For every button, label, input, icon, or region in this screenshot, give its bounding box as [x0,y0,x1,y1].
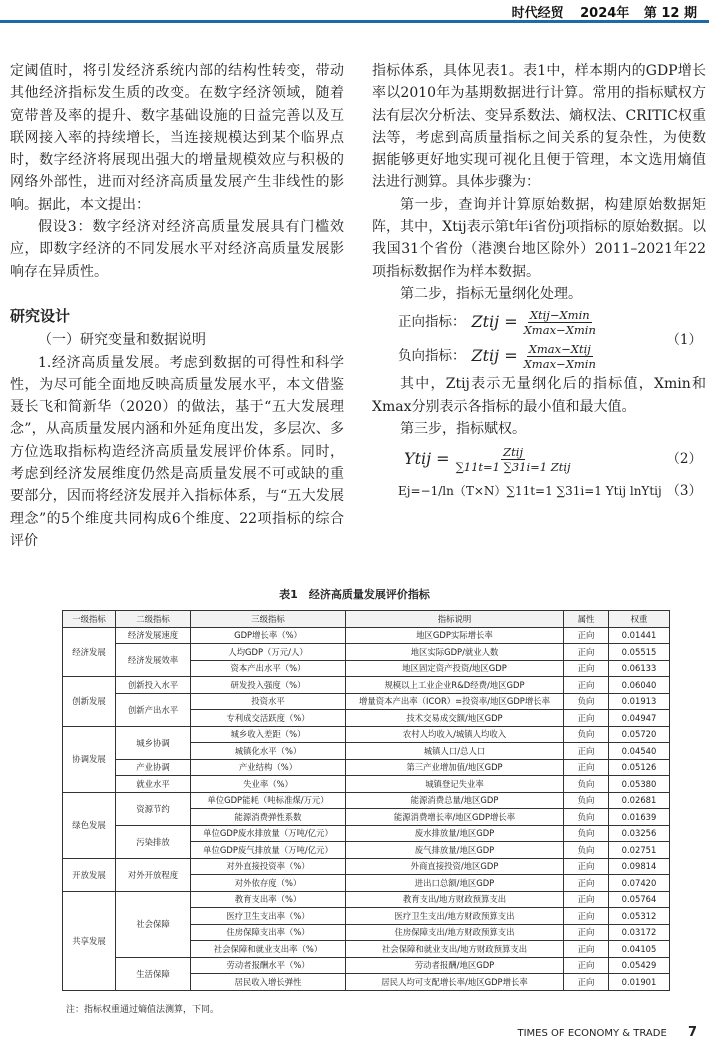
formula-lhs: Ztij = [471,312,518,332]
subsection-heading: （一）研究变量和数据说明 [38,332,206,349]
weight-cell: 0.01901 [609,974,670,991]
weight-cell: 0.09814 [609,858,670,875]
attribute-cell: 负向 [564,809,609,826]
table-row [63,957,670,974]
level3-cell: 对外依存度（%） [191,875,346,892]
weight-cell: 0.06133 [609,660,670,677]
attribute-cell: 正向 [564,875,609,892]
level2-cell: 城乡协调 [116,726,191,759]
issue-number: 第 12 期 [643,6,697,21]
footer [518,1025,698,1040]
table-caption: 表1 经济高质量发展评价指标 [279,588,430,601]
weight-cell: 0.05126 [609,759,670,776]
weight-cell: 0.05515 [609,644,670,661]
description-cell: 教育支出/地方财政预算支出 [346,891,564,908]
paragraph: 指标体系，具体见表1。表1中，样本期内的GDP增长率以2010年为基期数据进行计算。常用的指标赋权方法有层次分析法、变异系数法、熵权法、CRITIC权重法等，考虑到高质量指标之间关系的复杂性，为使数据能够更好地实现可视化且便于管理，本文选用熵值法进行测算。具体步骤为： [372,63,706,191]
weight-cell: 0.07420 [609,875,670,892]
attribute-cell: 负向 [564,726,609,743]
description-cell: 废水排放量/地区GDP [346,825,564,842]
level3-cell: 居民收入增长弹性 [191,974,346,991]
weight-cell: 0.01913 [609,693,670,710]
formula-e [372,478,706,504]
weight-cell: 0.03256 [609,825,670,842]
level3-cell: 资本产出水平（%） [191,660,346,677]
right-column [372,60,706,504]
table-row [63,759,670,776]
level3-cell: 城镇化水平（%） [191,743,346,760]
formula-text: Ej=−1/ln（T×N）∑11t=1 ∑31i=1 Ytij lnYtij [398,484,662,498]
numerator: Xtij−Xmin [529,307,590,322]
weight-cell: 0.04105 [609,941,670,958]
description-cell: 进出口总额/地区GDP [346,875,564,892]
page-number: 7 [687,1025,697,1040]
description-cell: 劳动者报酬/地区GDP [346,957,564,974]
weight-cell: 0.06040 [609,677,670,694]
level1-cell: 绿色发展 [63,792,116,858]
description-cell: 增量资本产出率（ICOR）=投资率/地区GDP增长率 [346,693,564,710]
level3-cell: 能源消费弹性系数 [191,809,346,826]
level2-cell: 产业协调 [116,759,191,776]
attribute-cell: 正向 [564,660,609,677]
formula-positive [372,305,706,339]
description-cell: 能源消费增长率/地区GDP增长率 [346,809,564,826]
weight-cell: 0.05429 [609,957,670,974]
level1-cell: 共享发展 [63,891,116,990]
weight-cell: 0.02681 [609,792,670,809]
level3-cell: 单位GDP能耗（吨标准煤/万元） [191,792,346,809]
attribute-cell: 正向 [564,924,609,941]
table-row [63,726,670,743]
attribute-cell: 正向 [564,644,609,661]
col-header: 指标说明 [346,611,564,628]
level1-cell: 创新发展 [63,677,116,727]
fraction [524,308,596,337]
equation-number: （2） [666,451,702,467]
attribute-cell: 正向 [564,891,609,908]
journal-name: TIMES OF ECONOMY & TRADE [517,1028,667,1039]
table-row [63,792,670,809]
table-note: 注：指标权重通过熵值法测算，下同。 [66,1005,220,1015]
level2-cell: 生活保障 [116,957,191,990]
level1-cell: 协调发展 [63,726,116,792]
col-header: 三级指标 [191,611,346,628]
description-cell: 规模以上工业企业R&D经费/地区GDP [346,677,564,694]
fraction [524,342,596,371]
table-row [63,825,670,842]
description-cell: 外商直接投资/地区GDP [346,858,564,875]
level2-cell: 对外开放程度 [116,858,191,891]
weight-cell: 0.05764 [609,891,670,908]
indicator-table [62,610,670,991]
formula-label: 正向指标： [398,314,466,331]
numerator: Ztij [503,444,524,459]
equation-number: （3） [666,483,702,499]
paragraph: 第三步，指标赋权。 [400,420,526,437]
formula-lhs: Ytij = [404,449,450,468]
formula-negative [372,332,706,373]
description-cell: 医疗卫生支出/地方财政预算支出 [346,908,564,925]
formula-label: 负向指标： [398,348,466,365]
weight-cell: 0.04540 [609,743,670,760]
col-header: 二级指标 [116,611,191,628]
level3-cell: 产业结构（%） [191,759,346,776]
attribute-cell: 负向 [564,693,609,710]
level3-cell: 社会保障和就业支出率（%） [191,941,346,958]
table-row [63,677,670,694]
denominator: Xmax−Xmin [523,356,596,371]
table-row [63,891,670,908]
level3-cell: 人均GDP（万元/人） [191,644,346,661]
level2-cell: 社会保障 [116,891,191,957]
col-header: 属性 [564,611,609,628]
level2-cell: 经济发展速度 [116,627,191,644]
description-cell: 居民人均可支配增长率/地区GDP增长率 [346,974,564,991]
description-cell: 城镇登记失业率 [346,776,564,793]
table-row [63,627,670,644]
attribute-cell: 正向 [564,677,609,694]
attribute-cell: 正向 [564,743,609,760]
level1-cell: 开放发展 [63,858,116,891]
level3-cell: 教育支出率（%） [191,891,346,908]
weight-cell: 0.04947 [609,710,670,727]
table-row [63,693,670,710]
attribute-cell: 正向 [564,957,609,974]
level3-cell: 失业率（%） [191,776,346,793]
level3-cell: 劳动者报酬水平（%） [191,957,346,974]
weight-cell: 0.05720 [609,726,670,743]
table-row [63,776,670,793]
weight-cell: 0.05380 [609,776,670,793]
paragraph: 其中，Ztij表示无量纲化后的指标值，Xmin和Xmax分别表示各指标的最小值和最大值。 [372,376,706,415]
numerator: Xmax−Xtij [528,341,591,356]
magazine-header [512,2,697,21]
col-header: 一级指标 [63,611,116,628]
level3-cell: 城乡收入差距（%） [191,726,346,743]
description-cell: 能源消费总量/地区GDP [346,792,564,809]
description-cell: 第三产业增加值/地区GDP [346,759,564,776]
formula-y [372,440,706,478]
attribute-cell: 负向 [564,842,609,859]
formula-lhs: Ztij = [471,346,518,366]
level1-cell: 经济发展 [63,627,116,677]
left-column [10,60,344,552]
weight-cell: 0.01639 [609,809,670,826]
denominator: ∑11t=1 ∑31i=1 Ztij [455,459,571,474]
level2-cell: 污染排放 [116,825,191,858]
col-header: 权重 [609,611,670,628]
description-cell: 住房保障支出/地方财政预算支出 [346,924,564,941]
level2-cell: 资源节约 [116,792,191,825]
level2-cell: 就业水平 [116,776,191,793]
level3-cell: 住房保障支出率（%） [191,924,346,941]
level2-cell: 创新产出水平 [116,693,191,726]
level3-cell: 投资水平 [191,693,346,710]
level3-cell: 单位GDP废水排放量（万吨/亿元） [191,825,346,842]
level2-cell: 创新投入水平 [116,677,191,694]
attribute-cell: 正向 [564,759,609,776]
description-cell: 地区实际GDP/就业人数 [346,644,564,661]
denominator: Xmax−Xmin [523,322,596,337]
table-row [63,644,670,661]
attribute-cell: 负向 [564,792,609,809]
attribute-cell: 负向 [564,776,609,793]
weight-cell: 0.01441 [609,627,670,644]
weight-cell: 0.02751 [609,842,670,859]
description-cell: 农村人均收入/城镇人均收入 [346,726,564,743]
level3-cell: 专利成交活跃度（%） [191,710,346,727]
description-cell: 地区GDP实际增长率 [346,627,564,644]
attribute-cell: 正向 [564,941,609,958]
description-cell: 废气排放量/地区GDP [346,842,564,859]
table-row [63,858,670,875]
description-cell: 地区固定资产投资/地区GDP [346,660,564,677]
level3-cell: 对外直接投资率（%） [191,858,346,875]
hypothesis-3: 假设3：数字经济对经济高质量发展具有门槛效应，即数字经济的不同发展水平对经济高质量发展影响存在异质性。 [10,219,344,280]
level2-cell: 经济发展效率 [116,644,191,677]
weight-cell: 0.03172 [609,924,670,941]
description-cell: 社会保障和就业支出/地方财政预算支出 [346,941,564,958]
attribute-cell: 正向 [564,710,609,727]
paragraph: 定阈值时，将引发经济系统内部的结构性转变，带动其他经济指标发生质的改变。在数字经济领域，随着宽带普及率的提升、数字基础设施的日益完善以及互联网接入率的持续增长，当连接规模达到某个临界点时，数字经济将展现出强大的增量规模效应与积极的网络外部性，进而对经济高质量发展产生非线性的影响。据此，本文提出： [10,63,344,213]
paragraph: 第二步，指标无量纲化处理。 [400,285,582,302]
header-bar [0,0,709,23]
description-cell: 城镇人口/总人口 [346,743,564,760]
fraction [456,445,571,474]
section-heading: 研究设计 [10,306,71,325]
attribute-cell: 正向 [564,908,609,925]
attribute-cell: 正向 [564,858,609,875]
level3-cell: 单位GDP废气排放量（万吨/亿元） [191,842,346,859]
level3-cell: 研发投入强度（%） [191,677,346,694]
description-cell: 技术交易成交额/地区GDP [346,710,564,727]
level3-cell: GDP增长率（%） [191,627,346,644]
attribute-cell: 负向 [564,825,609,842]
issue-year: 2024年 [580,6,630,21]
attribute-cell: 正向 [564,974,609,991]
equation-number: （1） [666,332,702,349]
paragraph: 1.经济高质量发展。考虑到数据的可得性和科学性，为尽可能全面地反映高质量发展水平，本文借鉴聂长飞和简新华（2020）的做法，基于“五大发展理念”，从高质量发展内涵和外延角度出发，多层次、多方位选取指标构造经济高质量发展评价体系。同时，考虑到经济发展维度仍然是高质量发展不可或缺的重要部分，因而将经济发展并入指标体系，与“五大发展理念”的5个维度共同构成6个维度、22项指标的综合评价 [10,354,344,549]
weight-cell: 0.05312 [609,908,670,925]
attribute-cell: 正向 [564,627,609,644]
table-header-row [63,611,670,628]
level3-cell: 医疗卫生支出率（%） [191,908,346,925]
paragraph: 第一步，查询并计算原始数据，构建原始数据矩阵，其中，Xtij表示第t年i省份j项指标的原始数据。以我国31个省份（港澳台地区除外）2011–2021年22项指标数据作为样本数据。 [372,196,706,280]
magazine-name: 时代经贸 [511,6,564,21]
